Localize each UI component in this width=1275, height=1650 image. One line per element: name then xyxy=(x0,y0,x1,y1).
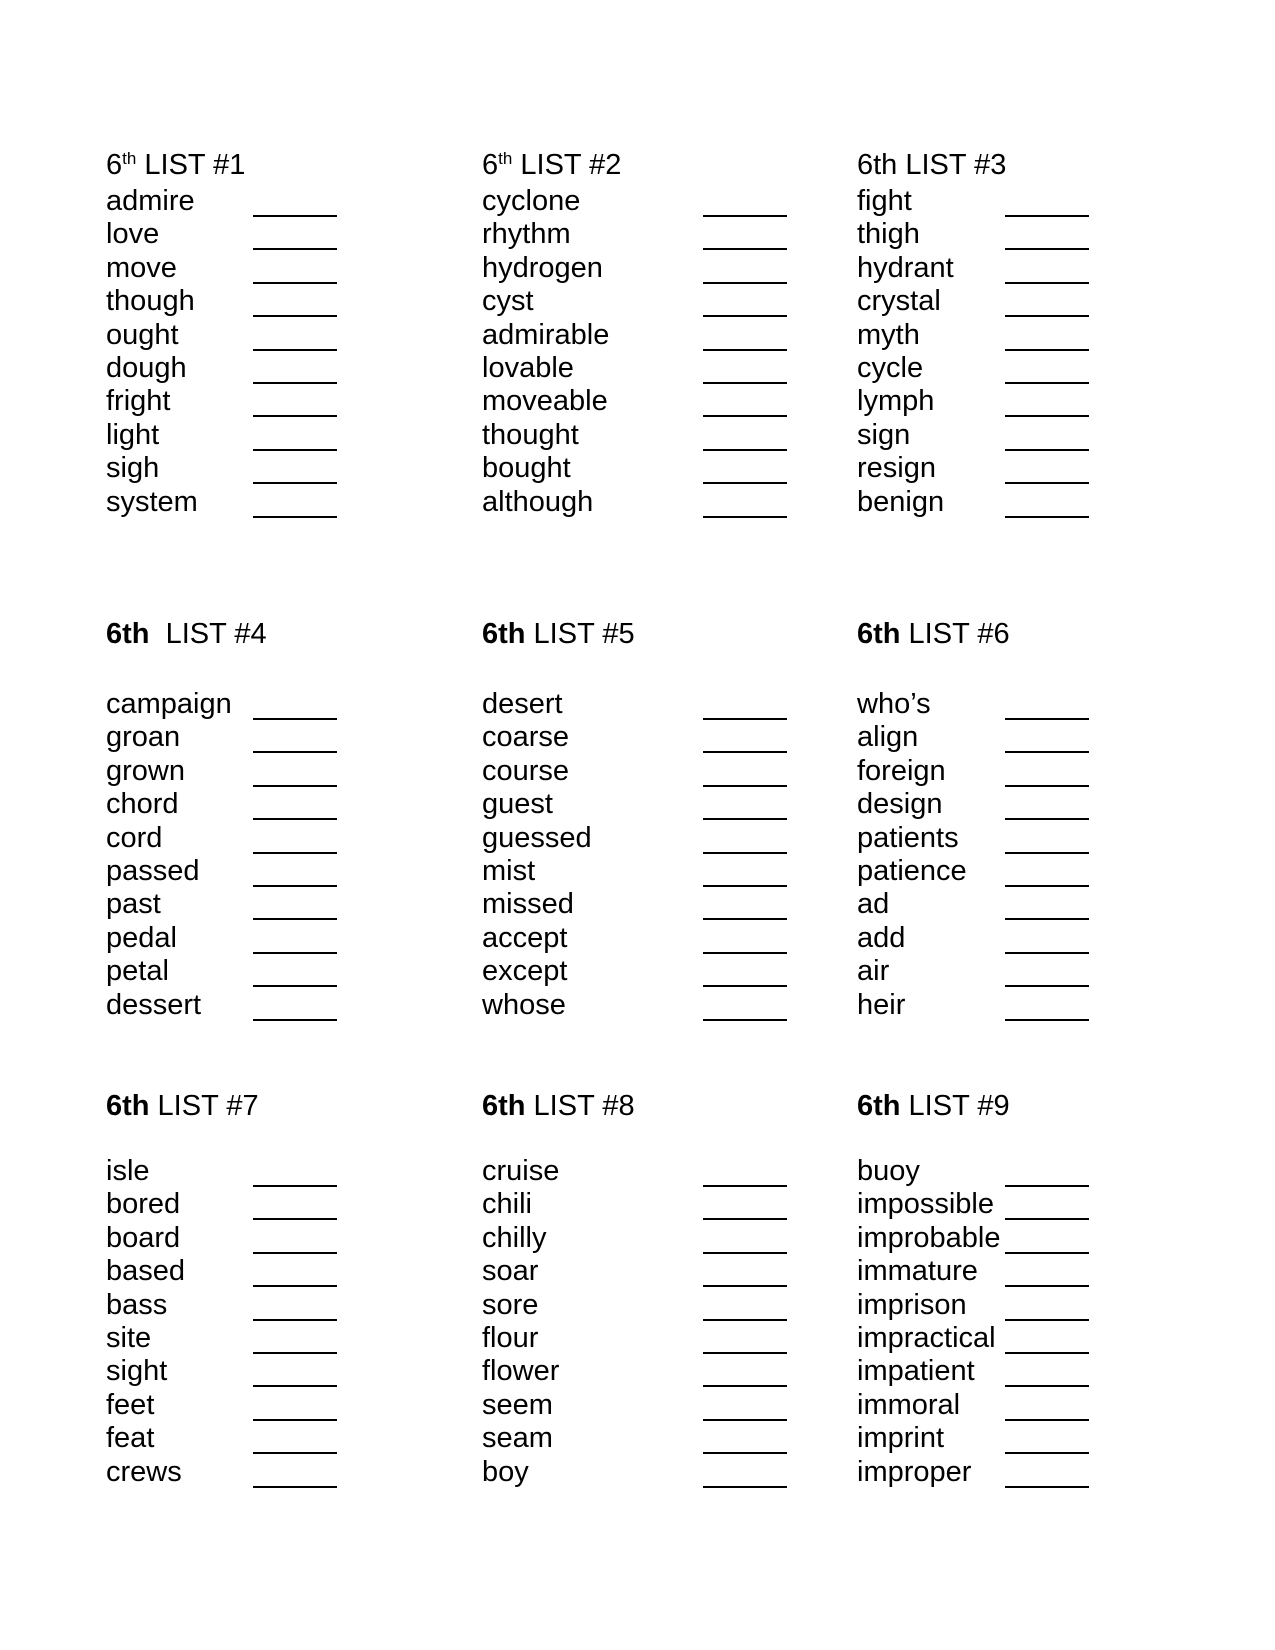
word-row xyxy=(106,1322,466,1356)
answer-blank[interactable] xyxy=(253,486,337,518)
answer-blank[interactable] xyxy=(1005,486,1089,518)
word-label: who’s xyxy=(857,688,931,720)
word-label: campaign xyxy=(106,688,232,720)
word-row xyxy=(857,888,1217,922)
list-4-header-part: 6th xyxy=(106,618,150,650)
word-label: moveable xyxy=(482,385,608,418)
answer-blank[interactable] xyxy=(703,822,787,854)
answer-blank[interactable] xyxy=(703,1422,787,1454)
word-row xyxy=(857,252,1217,286)
word-row xyxy=(482,319,842,353)
word-label: guessed xyxy=(482,821,592,854)
answer-blank[interactable] xyxy=(1005,1222,1089,1254)
word-label: impossible xyxy=(857,1188,994,1221)
word-row xyxy=(482,285,842,319)
word-label: flour xyxy=(482,1322,539,1354)
answer-blank[interactable] xyxy=(253,1222,337,1254)
word-row xyxy=(857,1188,1217,1222)
word-row xyxy=(106,755,466,789)
word-label: system xyxy=(106,485,198,518)
list-9-header-part: LIST #9 xyxy=(900,1090,1010,1122)
word-label: whose xyxy=(482,988,566,1021)
word-label: bought xyxy=(482,452,571,485)
word-row xyxy=(482,1188,842,1222)
word-label: grown xyxy=(106,754,185,787)
word-row xyxy=(106,855,466,889)
word-row xyxy=(482,1222,842,1256)
word-label: boy xyxy=(482,1455,529,1488)
word-label: light xyxy=(106,418,160,451)
word-row xyxy=(106,1222,466,1256)
word-label: seem xyxy=(482,1388,553,1421)
answer-blank[interactable] xyxy=(703,989,787,1021)
word-label: rhythm xyxy=(482,218,571,251)
word-label: foreign xyxy=(857,754,946,787)
answer-blank[interactable] xyxy=(1005,185,1089,217)
word-row xyxy=(857,419,1217,453)
answer-blank[interactable] xyxy=(253,419,337,451)
word-row xyxy=(482,721,842,755)
list-3-header xyxy=(857,149,1006,183)
word-label: board xyxy=(106,1221,181,1254)
answer-blank[interactable] xyxy=(1005,721,1089,753)
word-label: myth xyxy=(857,318,920,351)
word-label: cyst xyxy=(482,285,534,318)
answer-blank[interactable] xyxy=(253,352,337,384)
word-row xyxy=(857,755,1217,789)
word-label: cycle xyxy=(857,352,924,384)
answer-blank[interactable] xyxy=(253,185,337,217)
word-row xyxy=(106,1456,466,1490)
word-row xyxy=(482,755,842,789)
list-2-header-part: LIST #2 xyxy=(512,149,622,181)
answer-blank[interactable] xyxy=(1005,755,1089,787)
word-label: admire xyxy=(106,185,195,217)
word-label: crystal xyxy=(857,285,941,318)
word-label: air xyxy=(857,955,890,988)
word-label: chord xyxy=(106,788,179,821)
answer-blank[interactable] xyxy=(1005,1289,1089,1321)
list-7-header xyxy=(106,1090,259,1124)
word-label: lovable xyxy=(482,352,574,384)
list-1-header-part: th xyxy=(122,149,137,168)
answer-blank[interactable] xyxy=(253,688,337,720)
answer-blank[interactable] xyxy=(253,252,337,284)
answer-blank[interactable] xyxy=(703,352,787,384)
answer-blank[interactable] xyxy=(703,1222,787,1254)
word-row xyxy=(482,855,842,889)
word-label: lymph xyxy=(857,385,935,418)
word-label: although xyxy=(482,485,594,518)
answer-blank[interactable] xyxy=(253,218,337,250)
word-row xyxy=(482,1155,842,1189)
word-label: soar xyxy=(482,1255,539,1288)
word-row xyxy=(857,486,1217,520)
word-label: patients xyxy=(857,821,959,854)
word-label: mist xyxy=(482,855,536,887)
word-label: impractical xyxy=(857,1322,996,1354)
word-label: flower xyxy=(482,1355,560,1388)
word-label: design xyxy=(857,788,943,821)
answer-blank[interactable] xyxy=(703,285,787,317)
list-2-header xyxy=(482,149,621,183)
answer-blank[interactable] xyxy=(1005,1456,1089,1488)
word-row xyxy=(482,1289,842,1323)
word-row xyxy=(482,1355,842,1389)
word-label: passed xyxy=(106,855,200,887)
list-6-header xyxy=(857,618,1010,652)
word-row xyxy=(857,319,1217,353)
answer-blank[interactable] xyxy=(703,1355,787,1387)
answer-blank[interactable] xyxy=(1005,285,1089,317)
list-6-header-part: LIST #6 xyxy=(900,618,1010,650)
word-row xyxy=(482,955,842,989)
answer-blank[interactable] xyxy=(703,1456,787,1488)
word-row xyxy=(857,822,1217,856)
word-row xyxy=(482,352,842,386)
word-row xyxy=(482,1389,842,1423)
answer-blank[interactable] xyxy=(703,688,787,720)
word-label: add xyxy=(857,921,906,954)
answer-blank[interactable] xyxy=(703,1322,787,1354)
list-5-header xyxy=(482,618,635,652)
word-label: move xyxy=(106,251,177,284)
word-row xyxy=(482,185,842,219)
answer-blank[interactable] xyxy=(1005,955,1089,987)
word-row xyxy=(857,1322,1217,1356)
answer-blank[interactable] xyxy=(703,1389,787,1421)
answer-blank[interactable] xyxy=(1005,1355,1089,1387)
answer-blank[interactable] xyxy=(703,218,787,250)
word-row xyxy=(857,1389,1217,1423)
word-label: site xyxy=(106,1322,152,1354)
word-row xyxy=(482,922,842,956)
word-row xyxy=(482,888,842,922)
answer-blank[interactable] xyxy=(253,755,337,787)
answer-blank[interactable] xyxy=(703,486,787,518)
answer-blank[interactable] xyxy=(1005,319,1089,351)
word-row xyxy=(857,1222,1217,1256)
list-6-header-part: 6th xyxy=(857,618,901,650)
list-4-header-part: LIST #4 xyxy=(149,618,267,650)
word-label: align xyxy=(857,721,919,754)
word-row xyxy=(482,486,842,520)
answer-blank[interactable] xyxy=(703,888,787,920)
answer-blank[interactable] xyxy=(253,1188,337,1220)
word-label: dessert xyxy=(106,988,202,1021)
word-label: past xyxy=(106,888,161,921)
word-label: seam xyxy=(482,1422,553,1455)
word-label: hydrogen xyxy=(482,251,603,284)
list-2-header-part: 6 xyxy=(482,149,499,181)
answer-blank[interactable] xyxy=(253,1389,337,1421)
answer-blank[interactable] xyxy=(703,385,787,417)
word-row xyxy=(106,922,466,956)
word-label: petal xyxy=(106,955,169,988)
answer-blank[interactable] xyxy=(253,285,337,317)
word-row xyxy=(106,185,466,219)
word-row xyxy=(482,822,842,856)
word-label: guest xyxy=(482,788,553,821)
word-label: dough xyxy=(106,352,187,384)
list-2-header-part: th xyxy=(498,149,513,168)
word-label: patience xyxy=(857,855,967,887)
answer-blank[interactable] xyxy=(703,1155,787,1187)
list-9-header xyxy=(857,1090,1010,1124)
answer-blank[interactable] xyxy=(703,452,787,484)
word-row xyxy=(857,1155,1217,1189)
list-3-header-part: 6th LIST #3 xyxy=(857,149,1007,181)
word-row xyxy=(106,822,466,856)
answer-blank[interactable] xyxy=(1005,989,1089,1021)
word-row xyxy=(106,989,466,1023)
answer-blank[interactable] xyxy=(1005,1422,1089,1454)
word-label: missed xyxy=(482,888,574,921)
list-7-header-part: LIST #7 xyxy=(149,1090,259,1122)
word-label: immoral xyxy=(857,1388,961,1421)
answer-blank[interactable] xyxy=(703,1289,787,1321)
answer-blank[interactable] xyxy=(253,788,337,820)
word-row xyxy=(482,1456,842,1490)
word-label: ought xyxy=(106,318,179,351)
answer-blank[interactable] xyxy=(1005,1255,1089,1287)
answer-blank[interactable] xyxy=(1005,1155,1089,1187)
word-row xyxy=(857,922,1217,956)
answer-blank[interactable] xyxy=(703,1255,787,1287)
answer-blank[interactable] xyxy=(253,1355,337,1387)
word-label: thought xyxy=(482,418,579,451)
word-label: course xyxy=(482,754,570,787)
answer-blank[interactable] xyxy=(253,385,337,417)
list-8-header-part: 6th xyxy=(482,1090,526,1122)
word-label: groan xyxy=(106,721,181,754)
answer-blank[interactable] xyxy=(703,755,787,787)
word-label: coarse xyxy=(482,721,570,754)
word-label: sight xyxy=(106,1355,168,1388)
answer-blank[interactable] xyxy=(1005,822,1089,854)
word-label: resign xyxy=(857,452,936,485)
answer-blank[interactable] xyxy=(253,721,337,753)
answer-blank[interactable] xyxy=(253,1255,337,1287)
word-row xyxy=(857,1422,1217,1456)
word-row xyxy=(482,1255,842,1289)
word-row xyxy=(106,252,466,286)
word-label: bass xyxy=(106,1288,168,1321)
answer-blank[interactable] xyxy=(253,319,337,351)
answer-blank[interactable] xyxy=(703,955,787,987)
word-row xyxy=(857,855,1217,889)
answer-blank[interactable] xyxy=(1005,888,1089,920)
word-label: improper xyxy=(857,1455,972,1488)
list-8-header-part: LIST #8 xyxy=(525,1090,635,1122)
word-row xyxy=(106,385,466,419)
word-row xyxy=(106,285,466,319)
word-row xyxy=(106,1155,466,1189)
answer-blank[interactable] xyxy=(1005,385,1089,417)
word-row xyxy=(857,452,1217,486)
word-row xyxy=(857,352,1217,386)
word-label: love xyxy=(106,218,160,251)
answer-blank[interactable] xyxy=(1005,419,1089,451)
word-row xyxy=(106,1255,466,1289)
list-5-header-part: LIST #5 xyxy=(525,618,635,650)
word-row xyxy=(482,452,842,486)
word-row xyxy=(106,218,466,252)
word-row xyxy=(106,721,466,755)
word-label: thigh xyxy=(857,218,920,251)
word-row xyxy=(857,1255,1217,1289)
word-row xyxy=(106,319,466,353)
word-label: except xyxy=(482,955,568,988)
word-row xyxy=(482,788,842,822)
answer-blank[interactable] xyxy=(703,185,787,217)
word-label: crews xyxy=(106,1455,182,1488)
word-row xyxy=(857,385,1217,419)
word-row xyxy=(106,788,466,822)
word-label: imprint xyxy=(857,1422,945,1455)
answer-blank[interactable] xyxy=(703,788,787,820)
answer-blank[interactable] xyxy=(1005,922,1089,954)
word-row xyxy=(106,1422,466,1456)
word-row xyxy=(106,352,466,386)
word-row xyxy=(857,1456,1217,1490)
word-label: cyclone xyxy=(482,185,581,217)
word-label: heir xyxy=(857,988,906,1021)
word-row xyxy=(857,989,1217,1023)
word-label: fright xyxy=(106,385,171,418)
word-row xyxy=(106,1289,466,1323)
answer-blank[interactable] xyxy=(1005,352,1089,384)
list-8-header xyxy=(482,1090,635,1124)
list-7-header-part: 6th xyxy=(106,1090,150,1122)
word-label: benign xyxy=(857,485,945,518)
word-label: sign xyxy=(857,418,911,451)
answer-blank[interactable] xyxy=(253,855,337,887)
answer-blank[interactable] xyxy=(253,452,337,484)
answer-blank[interactable] xyxy=(253,955,337,987)
answer-blank[interactable] xyxy=(253,1155,337,1187)
word-label: hydrant xyxy=(857,251,954,284)
word-label: buoy xyxy=(857,1155,920,1187)
word-label: sigh xyxy=(106,452,160,485)
word-row xyxy=(106,452,466,486)
word-label: feat xyxy=(106,1422,155,1455)
answer-blank[interactable] xyxy=(253,1422,337,1454)
answer-blank[interactable] xyxy=(703,855,787,887)
word-row xyxy=(106,1355,466,1389)
answer-blank[interactable] xyxy=(253,989,337,1021)
word-label: ad xyxy=(857,888,890,921)
list-1-header-part: 6 xyxy=(106,149,123,181)
answer-blank[interactable] xyxy=(1005,855,1089,887)
word-row xyxy=(857,788,1217,822)
answer-blank[interactable] xyxy=(253,1456,337,1488)
word-label: feet xyxy=(106,1388,155,1421)
word-row xyxy=(482,1422,842,1456)
list-9-header-part: 6th xyxy=(857,1090,901,1122)
answer-blank[interactable] xyxy=(703,319,787,351)
answer-blank[interactable] xyxy=(703,1188,787,1220)
answer-blank[interactable] xyxy=(1005,1188,1089,1220)
answer-blank[interactable] xyxy=(1005,218,1089,250)
word-row xyxy=(106,688,466,722)
list-5-header-part: 6th xyxy=(482,618,526,650)
word-row xyxy=(106,1389,466,1423)
answer-blank[interactable] xyxy=(1005,252,1089,284)
word-row xyxy=(482,252,842,286)
word-label: pedal xyxy=(106,921,177,954)
word-label: imprison xyxy=(857,1288,967,1321)
word-row xyxy=(106,955,466,989)
word-row xyxy=(857,285,1217,319)
word-label: impatient xyxy=(857,1355,975,1388)
word-label: desert xyxy=(482,688,563,720)
answer-blank[interactable] xyxy=(703,252,787,284)
answer-blank[interactable] xyxy=(1005,688,1089,720)
answer-blank[interactable] xyxy=(1005,1322,1089,1354)
word-row xyxy=(857,1289,1217,1323)
word-label: though xyxy=(106,285,195,318)
word-label: chili xyxy=(482,1188,532,1221)
word-row xyxy=(857,721,1217,755)
word-label: admirable xyxy=(482,318,610,351)
answer-blank[interactable] xyxy=(253,822,337,854)
word-label: sore xyxy=(482,1288,539,1321)
answer-blank[interactable] xyxy=(1005,788,1089,820)
answer-blank[interactable] xyxy=(703,721,787,753)
word-label: accept xyxy=(482,921,568,954)
word-row xyxy=(482,1322,842,1356)
word-label: cruise xyxy=(482,1155,560,1187)
word-label: based xyxy=(106,1255,186,1288)
answer-blank[interactable] xyxy=(703,419,787,451)
word-row xyxy=(106,486,466,520)
word-label: bored xyxy=(106,1188,181,1221)
word-row xyxy=(106,888,466,922)
word-label: fight xyxy=(857,185,912,217)
word-label: cord xyxy=(106,821,163,854)
answer-blank[interactable] xyxy=(253,1289,337,1321)
word-row xyxy=(857,1355,1217,1389)
answer-blank[interactable] xyxy=(1005,452,1089,484)
word-row xyxy=(482,419,842,453)
word-row xyxy=(482,989,842,1023)
word-label: improbable xyxy=(857,1221,1001,1254)
answer-blank[interactable] xyxy=(1005,1389,1089,1421)
list-4-header xyxy=(106,618,267,652)
word-row xyxy=(482,688,842,722)
list-1-header xyxy=(106,149,245,183)
word-row xyxy=(857,955,1217,989)
answer-blank[interactable] xyxy=(253,922,337,954)
word-row xyxy=(857,688,1217,722)
word-label: isle xyxy=(106,1155,150,1187)
list-1-header-part: LIST #1 xyxy=(136,149,246,181)
word-row xyxy=(106,1188,466,1222)
answer-blank[interactable] xyxy=(253,888,337,920)
word-row xyxy=(857,218,1217,252)
word-row xyxy=(106,419,466,453)
word-label: chilly xyxy=(482,1221,547,1254)
answer-blank[interactable] xyxy=(253,1322,337,1354)
word-row xyxy=(482,218,842,252)
word-row xyxy=(857,185,1217,219)
word-row xyxy=(482,385,842,419)
answer-blank[interactable] xyxy=(703,922,787,954)
word-label: immature xyxy=(857,1255,978,1288)
